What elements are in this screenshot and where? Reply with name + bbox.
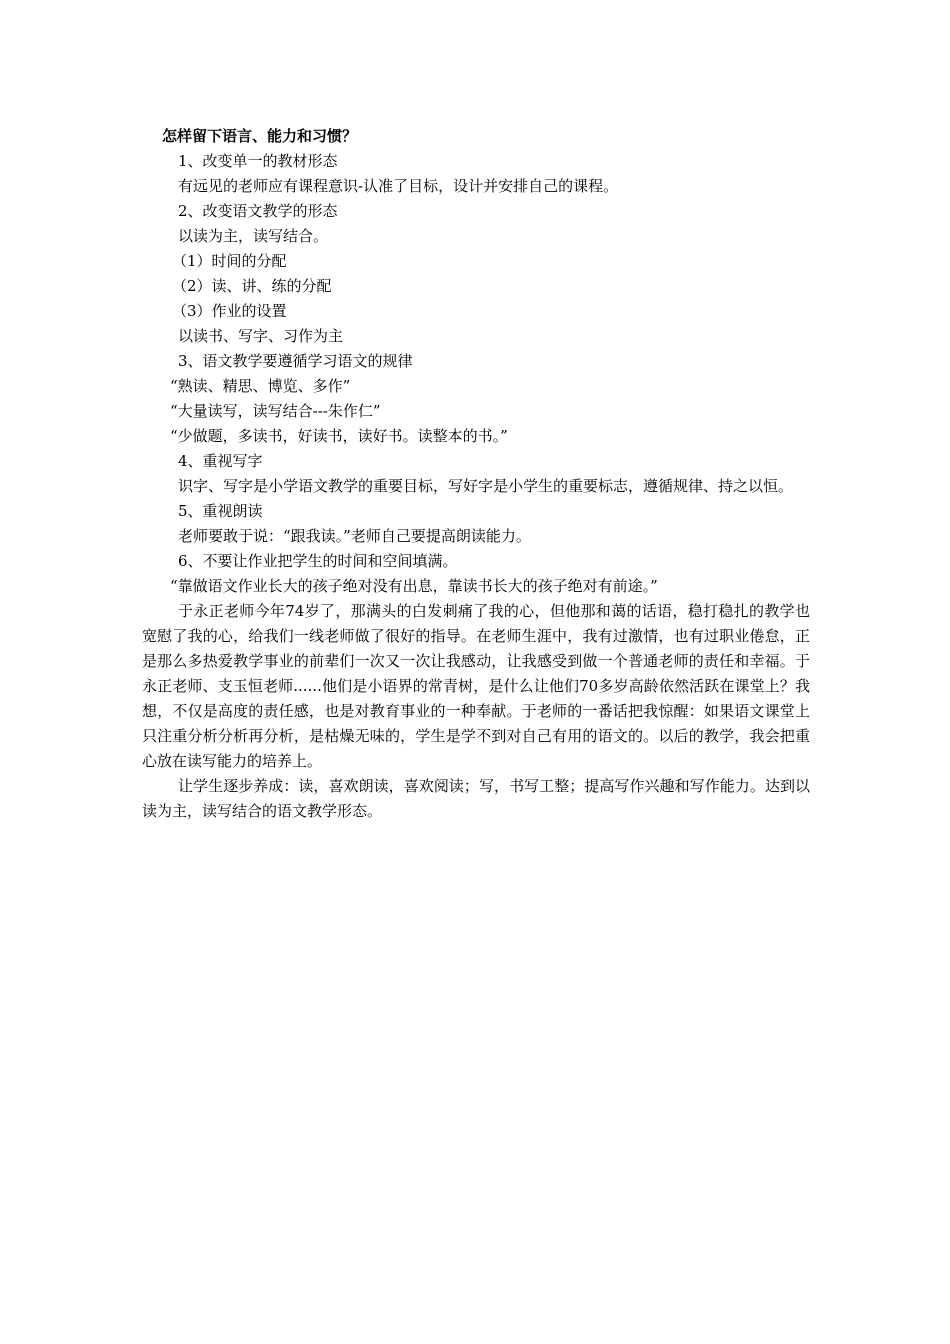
quote-line: “少做题，多读书，好读书，读好书。读整本的书。”	[170, 427, 508, 445]
text-line: 有远见的老师应有课程意识-认准了目标，设计并安排自己的课程。	[178, 177, 619, 195]
text-line: 老师要敢于说：“跟我读。”老师自己要提高朗读能力。	[178, 527, 531, 545]
paragraph: 识字、写字是小学语文教学的重要目标，写好字是小学生的重要标志，遵循规律、持之以恒。	[178, 477, 794, 495]
quote-line: “靠做语文作业长大的孩子绝对没有出息，靠读书长大的孩子绝对有前途。”	[170, 577, 658, 595]
section-heading-4: 4、重视写字	[178, 452, 263, 470]
sub-item-3: （3）作业的设置	[172, 302, 287, 320]
sub-item-2: （2）读、讲、练的分配	[172, 277, 332, 295]
document-page	[142, 124, 810, 824]
sub-item-1: （1）时间的分配	[172, 252, 287, 270]
section-heading-3: 3、语文教学要遵循学习语文的规律	[178, 352, 413, 370]
section-heading-6: 6、不要让作业把学生的时间和空间填满。	[178, 552, 458, 570]
quote-line: “熟读、精思、博览、多作”	[170, 377, 351, 395]
section-heading-2: 2、改变语文教学的形态	[178, 202, 338, 220]
section-heading-1: 1、改变单一的教材形态	[178, 152, 338, 170]
reflection-paragraph: 于永正老师今年74岁了，那满头的白发刺痛了我的心，但他那和蔼的话语，稳打稳扎的教学也宽慰了我的心，给我们一线老师做了很好的指导。在老师生涯中，我有过激情，也有过职业倦怠，正是那么多热爱教学事业的前辈们一次又一次让我感动，让我感受到做一个普通老师的责任和幸福。于永正老师、支玉恒老师......他们是小语界的常青树，是什么让他们70多岁高龄依然活跃在课堂上？我想，不仅是高度的责任感，也是对教育事业的一种奉献。于老师的一番话把我惊醒：如果语文课堂上只注重分析分析再分析，是枯燥无味的，学生是学不到对自己有用的语文的。以后的教学，我会把重心放在读写能力的培养上。	[142, 602, 810, 770]
document-title: 怎样留下语言、能力和习惯？	[162, 127, 358, 145]
closing-paragraph: 让学生逐步养成：读，喜欢朗读，喜欢阅读；写，书写工整；提高写作兴趣和写作能力。达到以读为主，读写结合的语文教学形态。	[142, 777, 810, 820]
section-heading-5: 5、重视朗读	[178, 502, 263, 520]
text-line: 以读为主，读写结合。	[178, 227, 329, 245]
text-line: 以读书、写字、习作为主	[178, 327, 344, 345]
quote-line: “大量读写，读写结合---朱作仁”	[170, 402, 381, 420]
